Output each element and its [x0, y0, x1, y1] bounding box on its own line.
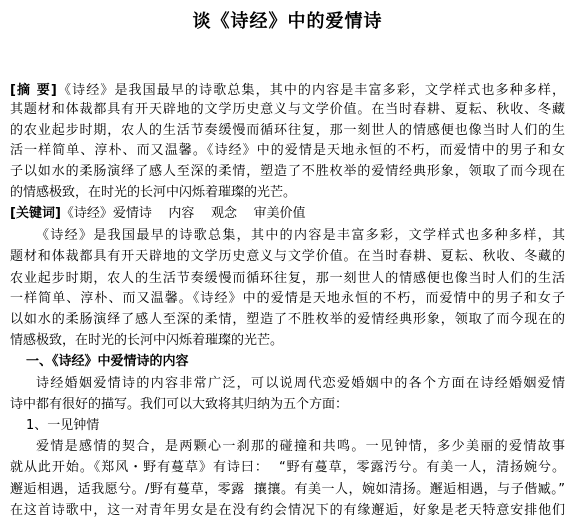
body-line: 农业起步时期，农人的生活节奏缓慢而循环往复，那一刻世人的情感便也像当时人们的生活 [10, 271, 565, 286]
subsection-heading: 1、一见钟情 [26, 418, 100, 433]
keywords-label: [关键词] [10, 206, 61, 221]
abstract-line [10, 82, 565, 100]
keywords-text: 《诗经》爱情诗 内容 观念 审美价值 [60, 206, 306, 221]
body-line: 题材和体裁都具有开天辟地的文学历史意义与文学价值。在当时春耕、夏耘、秋收、冬藏的 [10, 249, 565, 264]
section-heading: 一、《诗经》中爱情诗的内容 [26, 354, 189, 369]
body-line: 《诗经》是我国最早的诗歌总集，其中的内容是丰富多彩，文学样式也多种多样，其 [36, 228, 565, 243]
abstract-line: 活一样简单、淳朴、而又温馨。《诗经》中的爱情是天地永恒的不朽，而爱情中的男子和女 [10, 143, 565, 158]
subsection-line: 就从此开始。《郑风・野有蔓草》有诗曰： “野有蔓草，零露汚兮。有美一人，清扬婉兮。 [10, 460, 565, 475]
subsection-line: 在这首诗歌中，这一对青年男女是在没有约会情况下的有缘邂逅，好象是老天特意安排他们 [10, 503, 565, 518]
abstract-line: 子以如水的柔肠演绎了感人至深的柔情，塑造了不胜枚举的爱情经典形象，领取了而今现在 [10, 164, 565, 179]
subsection-line: 邂逅相遇，适我愿兮。/野有蔓草，零露 攘攘。有美一人，婉如清扬。邂逅相遇，与子偕臧。” [10, 482, 565, 497]
body-line: 以如水的柔肠演绎了感人至深的柔情，塑造了不胜枚举的爱情经典形象，领取了而今现在的 [10, 312, 565, 327]
keywords-line [10, 205, 305, 223]
body-line: 一样简单、淳朴、而又温馨。《诗经》中的爱情是天地永恒的不朽，而爱情中的男子和女子 [10, 291, 565, 306]
abstract-text: 《诗经》是我国最早的诗歌总集，其中的内容是丰富多彩，文学样式也多种多样， [56, 83, 565, 98]
abstract-line: 其题材和体裁都具有开天辟地的文学历史意义与文学价值。在当时春耕、夏耘、秋收、冬藏 [10, 102, 565, 117]
body-line: 情感极致，在时光的长河中闪烁着璀璨的光芒。 [10, 333, 284, 348]
abstract-line: 的农业起步时期，农人的生活节奏缓慢而循环往复，那一刻世人的情感便也像当时人们的生 [10, 123, 565, 138]
abstract-line: 的情感极致，在时光的长河中闪烁着璀璨的光芒。 [10, 185, 297, 200]
subsection-line: 爱情是感情的契合，是两颗心一刹那的碰撞和共鸣。一见钟情，多少美丽的爱情故事 [36, 439, 565, 454]
section-line: 诗经婚姻爱情诗的内容非常广泛，可以说周代恋爱婚姻中的各个方面在诗经婚姻爱情 [36, 376, 565, 391]
document-title: 谈《诗经》中的爱情诗 [192, 11, 383, 32]
section-line: 诗中都有很好的描写。我们可以大致将其归纳为五个方面： [10, 397, 349, 412]
abstract-label: [摘 要] [10, 83, 57, 98]
